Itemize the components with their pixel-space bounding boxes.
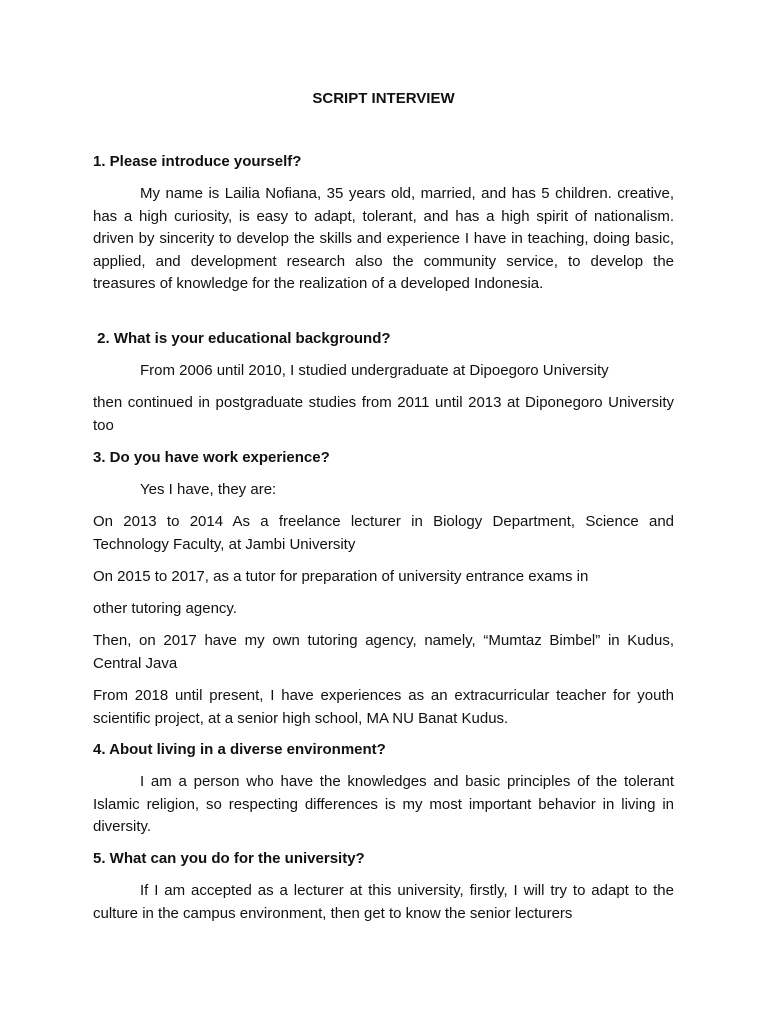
answer-3-paragraph-3: On 2015 to 2017, as a tutor for preparation of university entrance exams in bbox=[93, 568, 589, 585]
document-page bbox=[93, 0, 674, 1024]
answer-3-paragraph-1: Yes I have, they are: bbox=[140, 481, 277, 498]
question-5: 5. What can you do for the university? bbox=[93, 850, 365, 867]
question-4: 4. About living in a diverse environment? bbox=[93, 741, 386, 758]
question-1: 1. Please introduce yourself? bbox=[93, 153, 302, 170]
answer-3-paragraph-4: other tutoring agency. bbox=[93, 600, 237, 617]
question-2: 2. What is your educational background? bbox=[93, 330, 391, 347]
answer-1-paragraph-1: My name is Lailia Nofiana, 35 years old, married, and has 5 children. creative, has a high curiosity, is easy to adapt, tolerant, and has a high spirit of nationalism. driven by sincerity to develop the skills and experience I have in teaching, doing basic, applied, and development research also the community service, to develop the treasures of knowledge for the realization of a developed Indonesia. bbox=[93, 185, 674, 292]
answer-2-paragraph-2: then continued in postgraduate studies from 2011 until 2013 at Diponegoro University too bbox=[93, 394, 674, 434]
answer-5-paragraph-1: If I am accepted as a lecturer at this university, firstly, I will try to adapt to the culture in the campus environment, then get to know the senior lecturers bbox=[93, 882, 674, 922]
answer-3-paragraph-5: Then, on 2017 have my own tutoring agency, namely, “Mumtaz Bimbel” in Kudus, Central Java bbox=[93, 632, 674, 672]
document-title: SCRIPT INTERVIEW bbox=[312, 90, 455, 107]
answer-2-paragraph-1: From 2006 until 2010, I studied undergraduate at Dipoegoro University bbox=[140, 362, 609, 379]
answer-3-paragraph-2: On 2013 to 2014 As a freelance lecturer in Biology Department, Science and Technology Faculty, at Jambi University bbox=[93, 513, 674, 553]
question-3: 3. Do you have work experience? bbox=[93, 449, 330, 466]
answer-3-paragraph-6: From 2018 until present, I have experiences as an extracurricular teacher for youth scientific project, at a senior high school, MA NU Banat Kudus. bbox=[93, 687, 674, 727]
answer-4-paragraph-1: I am a person who have the knowledges and basic principles of the tolerant Islamic religion, so respecting differences is my most important behavior in living in diversity. bbox=[93, 773, 674, 835]
